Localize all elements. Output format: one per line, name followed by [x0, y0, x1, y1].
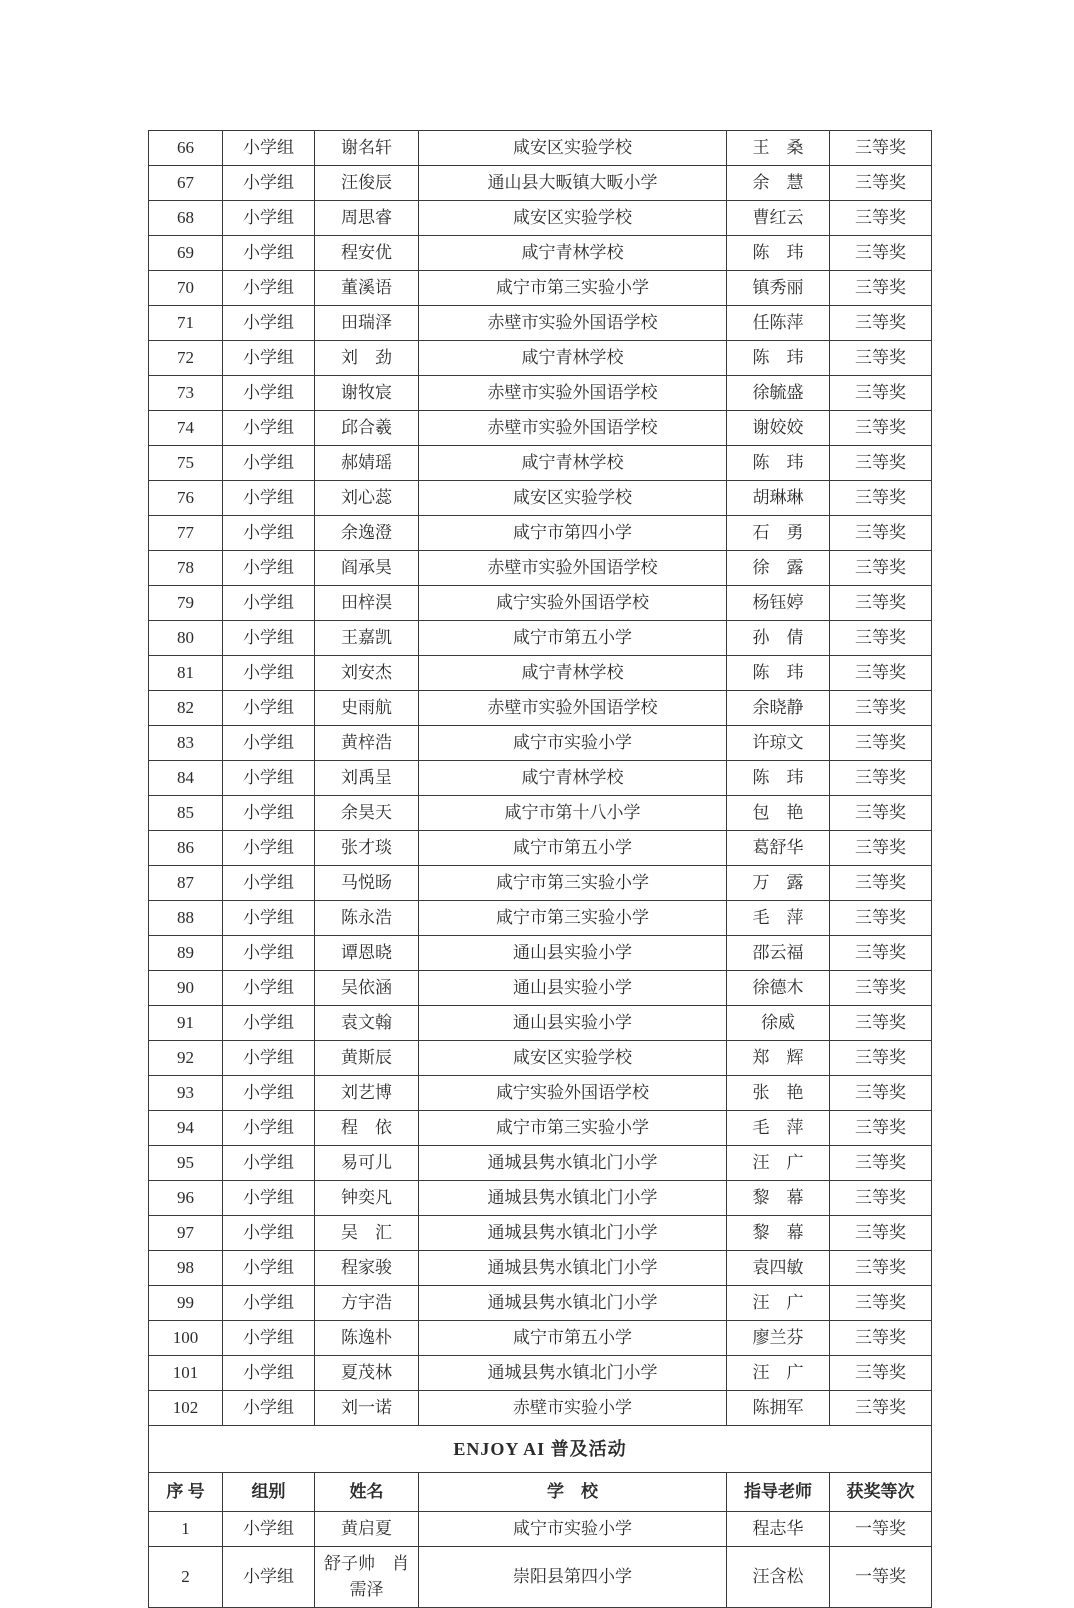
table-row: [149, 1286, 932, 1321]
cell-group: 小学组: [223, 1006, 315, 1041]
cell-school: 通城县隽水镇北门小学: [419, 1286, 727, 1321]
cell-school: 赤壁市实验小学: [419, 1391, 727, 1426]
table-row: [149, 551, 932, 586]
cell-group: 小学组: [223, 236, 315, 271]
column-header-serial: 序 号: [149, 1473, 223, 1512]
cell-serial-number: 74: [149, 411, 223, 446]
cell-teacher: 徐毓盛: [727, 376, 830, 411]
cell-school: 咸安区实验学校: [419, 481, 727, 516]
cell-school: 赤壁市实验外国语学校: [419, 551, 727, 586]
cell-school: 咸宁市第五小学: [419, 1321, 727, 1356]
cell-serial-number: 93: [149, 1076, 223, 1111]
cell-serial-number: 67: [149, 166, 223, 201]
cell-student-name: 夏茂林: [315, 1356, 419, 1391]
cell-teacher: 黎 幕: [727, 1216, 830, 1251]
cell-school: 通山县实验小学: [419, 936, 727, 971]
cell-student-name: 袁文翰: [315, 1006, 419, 1041]
cell-teacher: 包 艳: [727, 796, 830, 831]
cell-school: 通城县隽水镇北门小学: [419, 1251, 727, 1286]
cell-teacher: 陈 玮: [727, 446, 830, 481]
awards-table: [148, 130, 932, 1608]
cell-award-level: 三等奖: [830, 446, 932, 481]
table-row: [149, 1512, 932, 1547]
table-row: [149, 516, 932, 551]
cell-serial-number: 100: [149, 1321, 223, 1356]
cell-serial-number: 86: [149, 831, 223, 866]
cell-award-level: 三等奖: [830, 936, 932, 971]
table-row: [149, 306, 932, 341]
cell-serial-number: 88: [149, 901, 223, 936]
cell-award-level: 三等奖: [830, 341, 932, 376]
cell-school: 咸宁青林学校: [419, 446, 727, 481]
cell-award-level: 三等奖: [830, 551, 932, 586]
cell-student-name: 刘心蕊: [315, 481, 419, 516]
cell-student-name: 程 依: [315, 1111, 419, 1146]
cell-award-level: 一等奖: [830, 1547, 932, 1608]
cell-award-level: 三等奖: [830, 131, 932, 166]
cell-serial-number: 1: [149, 1512, 223, 1547]
column-header-group: 组别: [223, 1473, 315, 1512]
cell-serial-number: 66: [149, 131, 223, 166]
cell-student-name: 汪俊辰: [315, 166, 419, 201]
cell-serial-number: 94: [149, 1111, 223, 1146]
cell-group: 小学组: [223, 516, 315, 551]
cell-student-name: 王嘉凯: [315, 621, 419, 656]
cell-teacher: 余晓静: [727, 691, 830, 726]
cell-student-name: 钟奕凡: [315, 1181, 419, 1216]
cell-teacher: 万 露: [727, 866, 830, 901]
cell-school: 咸宁青林学校: [419, 236, 727, 271]
cell-school: 咸宁市第三实验小学: [419, 271, 727, 306]
cell-award-level: 三等奖: [830, 1286, 932, 1321]
cell-award-level: 三等奖: [830, 901, 932, 936]
cell-award-level: 三等奖: [830, 586, 932, 621]
cell-student-name: 陈永浩: [315, 901, 419, 936]
cell-student-name: 余昊天: [315, 796, 419, 831]
cell-group: 小学组: [223, 1216, 315, 1251]
cell-serial-number: 76: [149, 481, 223, 516]
cell-group: 小学组: [223, 656, 315, 691]
table-row: [149, 236, 932, 271]
cell-student-name: 邱合羲: [315, 411, 419, 446]
cell-group: 小学组: [223, 201, 315, 236]
cell-award-level: 三等奖: [830, 481, 932, 516]
cell-group: 小学组: [223, 901, 315, 936]
cell-award-level: 三等奖: [830, 1391, 932, 1426]
cell-serial-number: 101: [149, 1356, 223, 1391]
cell-award-level: 三等奖: [830, 761, 932, 796]
table-row: [149, 481, 932, 516]
cell-serial-number: 69: [149, 236, 223, 271]
table-row: [149, 831, 932, 866]
table-row: [149, 1391, 932, 1426]
table-row: [149, 761, 932, 796]
table-row: [149, 1547, 932, 1608]
cell-school: 咸宁市第四小学: [419, 516, 727, 551]
cell-award-level: 三等奖: [830, 691, 932, 726]
cell-group: 小学组: [223, 481, 315, 516]
table-row: [149, 656, 932, 691]
table-row: [149, 621, 932, 656]
cell-school: 咸宁市第三实验小学: [419, 1111, 727, 1146]
cell-serial-number: 82: [149, 691, 223, 726]
cell-group: 小学组: [223, 271, 315, 306]
table-row: [149, 131, 932, 166]
table-row: [149, 586, 932, 621]
cell-award-level: 三等奖: [830, 306, 932, 341]
cell-group: 小学组: [223, 866, 315, 901]
cell-student-name: 谢名轩: [315, 131, 419, 166]
cell-group: 小学组: [223, 446, 315, 481]
cell-student-name: 黄梓浩: [315, 726, 419, 761]
cell-serial-number: 84: [149, 761, 223, 796]
cell-group: 小学组: [223, 1181, 315, 1216]
cell-teacher: 汪 广: [727, 1356, 830, 1391]
cell-group: 小学组: [223, 1391, 315, 1426]
cell-award-level: 三等奖: [830, 866, 932, 901]
cell-serial-number: 85: [149, 796, 223, 831]
cell-award-level: 三等奖: [830, 1076, 932, 1111]
cell-group: 小学组: [223, 831, 315, 866]
cell-serial-number: 77: [149, 516, 223, 551]
cell-teacher: 汪 广: [727, 1146, 830, 1181]
cell-student-name: 黄斯辰: [315, 1041, 419, 1076]
cell-serial-number: 98: [149, 1251, 223, 1286]
cell-student-name: 周思睿: [315, 201, 419, 236]
cell-school: 咸宁青林学校: [419, 341, 727, 376]
cell-student-name: 阎承昊: [315, 551, 419, 586]
cell-serial-number: 95: [149, 1146, 223, 1181]
cell-school: 通城县隽水镇北门小学: [419, 1181, 727, 1216]
cell-group: 小学组: [223, 1321, 315, 1356]
cell-group: 小学组: [223, 1512, 315, 1547]
cell-student-name: 吴 汇: [315, 1216, 419, 1251]
table-row: [149, 866, 932, 901]
cell-student-name: 谭恩晓: [315, 936, 419, 971]
cell-group: 小学组: [223, 621, 315, 656]
cell-teacher: 汪 广: [727, 1286, 830, 1321]
cell-teacher: 任陈萍: [727, 306, 830, 341]
cell-school: 咸宁市实验小学: [419, 726, 727, 761]
cell-teacher: 邵云福: [727, 936, 830, 971]
cell-award-level: 一等奖: [830, 1512, 932, 1547]
cell-award-level: 三等奖: [830, 201, 932, 236]
table-row: [149, 726, 932, 761]
table-row: [149, 1321, 932, 1356]
cell-award-level: 三等奖: [830, 1251, 932, 1286]
cell-group: 小学组: [223, 1547, 315, 1608]
cell-student-name: 谢牧宸: [315, 376, 419, 411]
cell-group: 小学组: [223, 376, 315, 411]
cell-award-level: 三等奖: [830, 236, 932, 271]
cell-student-name: 郝婧瑶: [315, 446, 419, 481]
column-header-name: 姓名: [315, 1473, 419, 1512]
cell-teacher: 郑 辉: [727, 1041, 830, 1076]
cell-award-level: 三等奖: [830, 1146, 932, 1181]
cell-group: 小学组: [223, 971, 315, 1006]
cell-serial-number: 79: [149, 586, 223, 621]
cell-teacher: 陈 玮: [727, 341, 830, 376]
cell-student-name: 刘艺博: [315, 1076, 419, 1111]
cell-award-level: 三等奖: [830, 411, 932, 446]
cell-teacher: 曹红云: [727, 201, 830, 236]
cell-school: 咸宁市实验小学: [419, 1512, 727, 1547]
table-row: [149, 971, 932, 1006]
cell-group: 小学组: [223, 936, 315, 971]
table-row: [149, 166, 932, 201]
cell-teacher: 孙 倩: [727, 621, 830, 656]
cell-award-level: 三等奖: [830, 971, 932, 1006]
section-title: ENJOY AI 普及活动: [149, 1426, 932, 1473]
cell-group: 小学组: [223, 411, 315, 446]
cell-group: 小学组: [223, 1111, 315, 1146]
cell-school: 咸安区实验学校: [419, 201, 727, 236]
cell-serial-number: 97: [149, 1216, 223, 1251]
cell-teacher: 陈拥军: [727, 1391, 830, 1426]
table-row: [149, 271, 932, 306]
cell-award-level: 三等奖: [830, 1111, 932, 1146]
cell-serial-number: 81: [149, 656, 223, 691]
cell-student-name: 马悦旸: [315, 866, 419, 901]
cell-serial-number: 99: [149, 1286, 223, 1321]
cell-school: 咸宁市第三实验小学: [419, 866, 727, 901]
cell-student-name: 程安优: [315, 236, 419, 271]
cell-teacher: 黎 幕: [727, 1181, 830, 1216]
cell-school: 咸宁市第十八小学: [419, 796, 727, 831]
cell-school: 咸宁青林学校: [419, 656, 727, 691]
cell-group: 小学组: [223, 1041, 315, 1076]
cell-teacher: 杨钰婷: [727, 586, 830, 621]
cell-group: 小学组: [223, 341, 315, 376]
cell-school: 通山县大畈镇大畈小学: [419, 166, 727, 201]
cell-award-level: 三等奖: [830, 1321, 932, 1356]
cell-teacher: 毛 萍: [727, 1111, 830, 1146]
cell-serial-number: 2: [149, 1547, 223, 1608]
table-row: [149, 1356, 932, 1391]
cell-school: 咸宁青林学校: [419, 761, 727, 796]
cell-school: 通城县隽水镇北门小学: [419, 1216, 727, 1251]
cell-group: 小学组: [223, 551, 315, 586]
table-row: [149, 201, 932, 236]
cell-teacher: 廖兰芬: [727, 1321, 830, 1356]
cell-school: 赤壁市实验外国语学校: [419, 691, 727, 726]
cell-award-level: 三等奖: [830, 831, 932, 866]
section-title-row: [149, 1426, 932, 1473]
cell-teacher: 陈 玮: [727, 656, 830, 691]
cell-school: 通城县隽水镇北门小学: [419, 1146, 727, 1181]
cell-serial-number: 70: [149, 271, 223, 306]
cell-award-level: 三等奖: [830, 1356, 932, 1391]
cell-student-name: 易可儿: [315, 1146, 419, 1181]
cell-student-name: 刘禹呈: [315, 761, 419, 796]
cell-group: 小学组: [223, 1251, 315, 1286]
cell-serial-number: 75: [149, 446, 223, 481]
cell-group: 小学组: [223, 796, 315, 831]
cell-school: 咸宁实验外国语学校: [419, 1076, 727, 1111]
cell-serial-number: 72: [149, 341, 223, 376]
table-row: [149, 411, 932, 446]
cell-serial-number: 78: [149, 551, 223, 586]
cell-student-name: 黄启夏: [315, 1512, 419, 1547]
cell-group: 小学组: [223, 1286, 315, 1321]
cell-student-name: 刘 劲: [315, 341, 419, 376]
cell-serial-number: 90: [149, 971, 223, 1006]
cell-student-name: 方宇浩: [315, 1286, 419, 1321]
cell-serial-number: 83: [149, 726, 223, 761]
cell-serial-number: 91: [149, 1006, 223, 1041]
table-header-row: [149, 1473, 932, 1512]
column-header-school: 学 校: [419, 1473, 727, 1512]
cell-teacher: 谢姣姣: [727, 411, 830, 446]
cell-award-level: 三等奖: [830, 1006, 932, 1041]
cell-group: 小学组: [223, 166, 315, 201]
cell-teacher: 陈 玮: [727, 236, 830, 271]
cell-school: 咸宁市第五小学: [419, 831, 727, 866]
cell-teacher: 镇秀丽: [727, 271, 830, 306]
cell-teacher: 许琼文: [727, 726, 830, 761]
cell-student-name: 田梓淏: [315, 586, 419, 621]
cell-award-level: 三等奖: [830, 1181, 932, 1216]
table-row: [149, 901, 932, 936]
cell-award-level: 三等奖: [830, 621, 932, 656]
cell-teacher: 陈 玮: [727, 761, 830, 796]
cell-serial-number: 102: [149, 1391, 223, 1426]
cell-school: 通山县实验小学: [419, 1006, 727, 1041]
cell-group: 小学组: [223, 726, 315, 761]
cell-student-name: 董溪语: [315, 271, 419, 306]
cell-serial-number: 96: [149, 1181, 223, 1216]
table-body-third-prize: [149, 131, 932, 1426]
cell-teacher: 毛 萍: [727, 901, 830, 936]
cell-teacher: 袁四敏: [727, 1251, 830, 1286]
cell-teacher: 程志华: [727, 1512, 830, 1547]
cell-teacher: 葛舒华: [727, 831, 830, 866]
cell-school: 赤壁市实验外国语学校: [419, 376, 727, 411]
cell-group: 小学组: [223, 1356, 315, 1391]
cell-student-name: 程家骏: [315, 1251, 419, 1286]
cell-serial-number: 68: [149, 201, 223, 236]
cell-student-name: 田瑞泽: [315, 306, 419, 341]
cell-student-name: 陈逸朴: [315, 1321, 419, 1356]
cell-teacher: 王 桑: [727, 131, 830, 166]
cell-group: 小学组: [223, 761, 315, 796]
table-row: [149, 1111, 932, 1146]
cell-school: 咸安区实验学校: [419, 131, 727, 166]
table-row: [149, 1216, 932, 1251]
cell-award-level: 三等奖: [830, 166, 932, 201]
table-row: [149, 1076, 932, 1111]
cell-teacher: 张 艳: [727, 1076, 830, 1111]
table-row: [149, 1181, 932, 1216]
cell-award-level: 三等奖: [830, 726, 932, 761]
cell-group: 小学组: [223, 691, 315, 726]
cell-student-name: 史雨航: [315, 691, 419, 726]
cell-award-level: 三等奖: [830, 1216, 932, 1251]
cell-serial-number: 73: [149, 376, 223, 411]
cell-school: 赤壁市实验外国语学校: [419, 411, 727, 446]
cell-school: 咸宁实验外国语学校: [419, 586, 727, 621]
table-row: [149, 341, 932, 376]
cell-school: 通山县实验小学: [419, 971, 727, 1006]
cell-serial-number: 71: [149, 306, 223, 341]
cell-serial-number: 80: [149, 621, 223, 656]
cell-school: 咸安区实验学校: [419, 1041, 727, 1076]
cell-award-level: 三等奖: [830, 376, 932, 411]
cell-serial-number: 87: [149, 866, 223, 901]
table-body-enjoy-ai: [149, 1512, 932, 1608]
cell-group: 小学组: [223, 586, 315, 621]
cell-student-name: 张才琰: [315, 831, 419, 866]
table-row: [149, 796, 932, 831]
cell-serial-number: 89: [149, 936, 223, 971]
cell-student-name: 余逸澄: [315, 516, 419, 551]
table-row: [149, 936, 932, 971]
cell-group: 小学组: [223, 306, 315, 341]
cell-teacher: 汪含松: [727, 1547, 830, 1608]
cell-group: 小学组: [223, 131, 315, 166]
cell-teacher: 石 勇: [727, 516, 830, 551]
cell-teacher: 胡琳琳: [727, 481, 830, 516]
section-enjoy-ai: [149, 1426, 932, 1512]
cell-school: 赤壁市实验外国语学校: [419, 306, 727, 341]
cell-teacher: 徐 露: [727, 551, 830, 586]
cell-group: 小学组: [223, 1076, 315, 1111]
cell-student-name: 刘安杰: [315, 656, 419, 691]
cell-student-name: 舒子帅 肖需泽: [315, 1547, 419, 1608]
cell-award-level: 三等奖: [830, 796, 932, 831]
cell-school: 咸宁市第五小学: [419, 621, 727, 656]
cell-teacher: 徐威: [727, 1006, 830, 1041]
cell-school: 通城县隽水镇北门小学: [419, 1356, 727, 1391]
cell-group: 小学组: [223, 1146, 315, 1181]
table-row: [149, 1251, 932, 1286]
table-row: [149, 446, 932, 481]
cell-award-level: 三等奖: [830, 656, 932, 691]
table-row: [149, 1146, 932, 1181]
cell-school: 咸宁市第三实验小学: [419, 901, 727, 936]
cell-award-level: 三等奖: [830, 516, 932, 551]
cell-award-level: 三等奖: [830, 1041, 932, 1076]
cell-school: 崇阳县第四小学: [419, 1547, 727, 1608]
cell-student-name: 吴依涵: [315, 971, 419, 1006]
table-row: [149, 376, 932, 411]
cell-award-level: 三等奖: [830, 271, 932, 306]
column-header-teacher: 指导老师: [727, 1473, 830, 1512]
column-header-award: 获奖等次: [830, 1473, 932, 1512]
cell-teacher: 余 慧: [727, 166, 830, 201]
table-row: [149, 1041, 932, 1076]
cell-serial-number: 92: [149, 1041, 223, 1076]
table-row: [149, 691, 932, 726]
table-row: [149, 1006, 932, 1041]
cell-student-name: 刘一诺: [315, 1391, 419, 1426]
cell-teacher: 徐德木: [727, 971, 830, 1006]
